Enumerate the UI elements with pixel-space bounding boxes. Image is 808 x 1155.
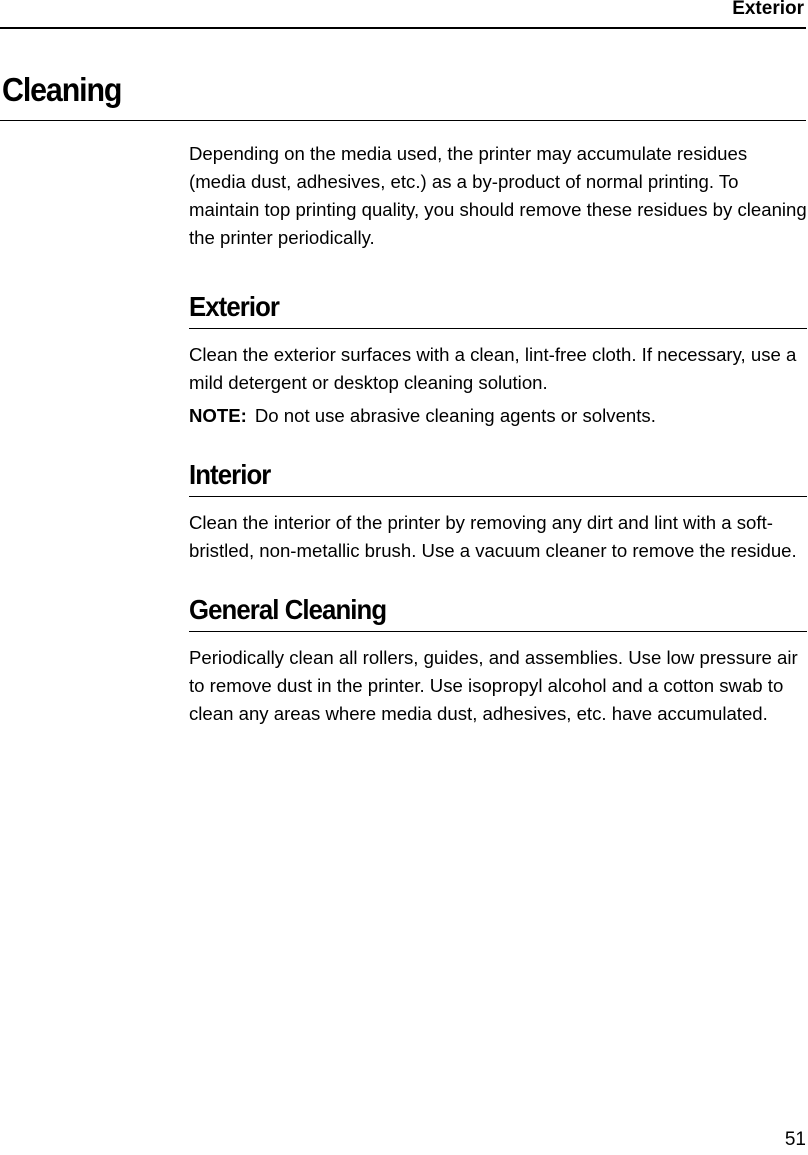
chapter-title-rule	[0, 120, 806, 121]
section-exterior	[189, 290, 807, 430]
page-content	[189, 140, 807, 756]
note	[189, 402, 807, 430]
section-interior	[189, 458, 807, 565]
section-body-general-cleaning: Periodically clean all rollers, guides, and assemblies. Use low pressure air to remove dust in the printer. Use isopropyl alcohol and a cotton swab to clean any areas where media dust, adhesives, etc. have accumulated.	[189, 647, 798, 724]
section-rule	[189, 631, 807, 632]
section-heading-exterior: Exterior	[189, 291, 280, 322]
section-rule	[189, 328, 807, 329]
section-heading-interior: Interior	[189, 459, 271, 490]
page-number: 51	[784, 1129, 806, 1150]
running-header	[0, 0, 806, 29]
note-label: NOTE:	[189, 405, 247, 426]
section-heading-general-cleaning: General Cleaning	[189, 594, 387, 625]
section-rule	[189, 496, 807, 497]
section-general-cleaning	[189, 593, 807, 728]
note-text: Do not use abrasive cleaning agents or solvents.	[254, 405, 656, 426]
section-body-interior: Clean the interior of the printer by removing any dirt and lint with a soft-bristled, non-metallic brush. Use a vacuum cleaner to remove the residue.	[189, 512, 797, 561]
intro-paragraph: Depending on the media used, the printer may accumulate residues (media dust, adhesives, etc.) as a by-product of normal printing. To maintain top printing quality, you should remove these residues by cleaning the printer periodically.	[189, 143, 807, 248]
chapter-title: Cleaning	[2, 71, 122, 108]
running-header-title: Exterior	[732, 0, 804, 19]
section-body-exterior: Clean the exterior surfaces with a clean, lint-free cloth. If necessary, use a mild detergent or desktop cleaning solution.	[189, 344, 797, 393]
